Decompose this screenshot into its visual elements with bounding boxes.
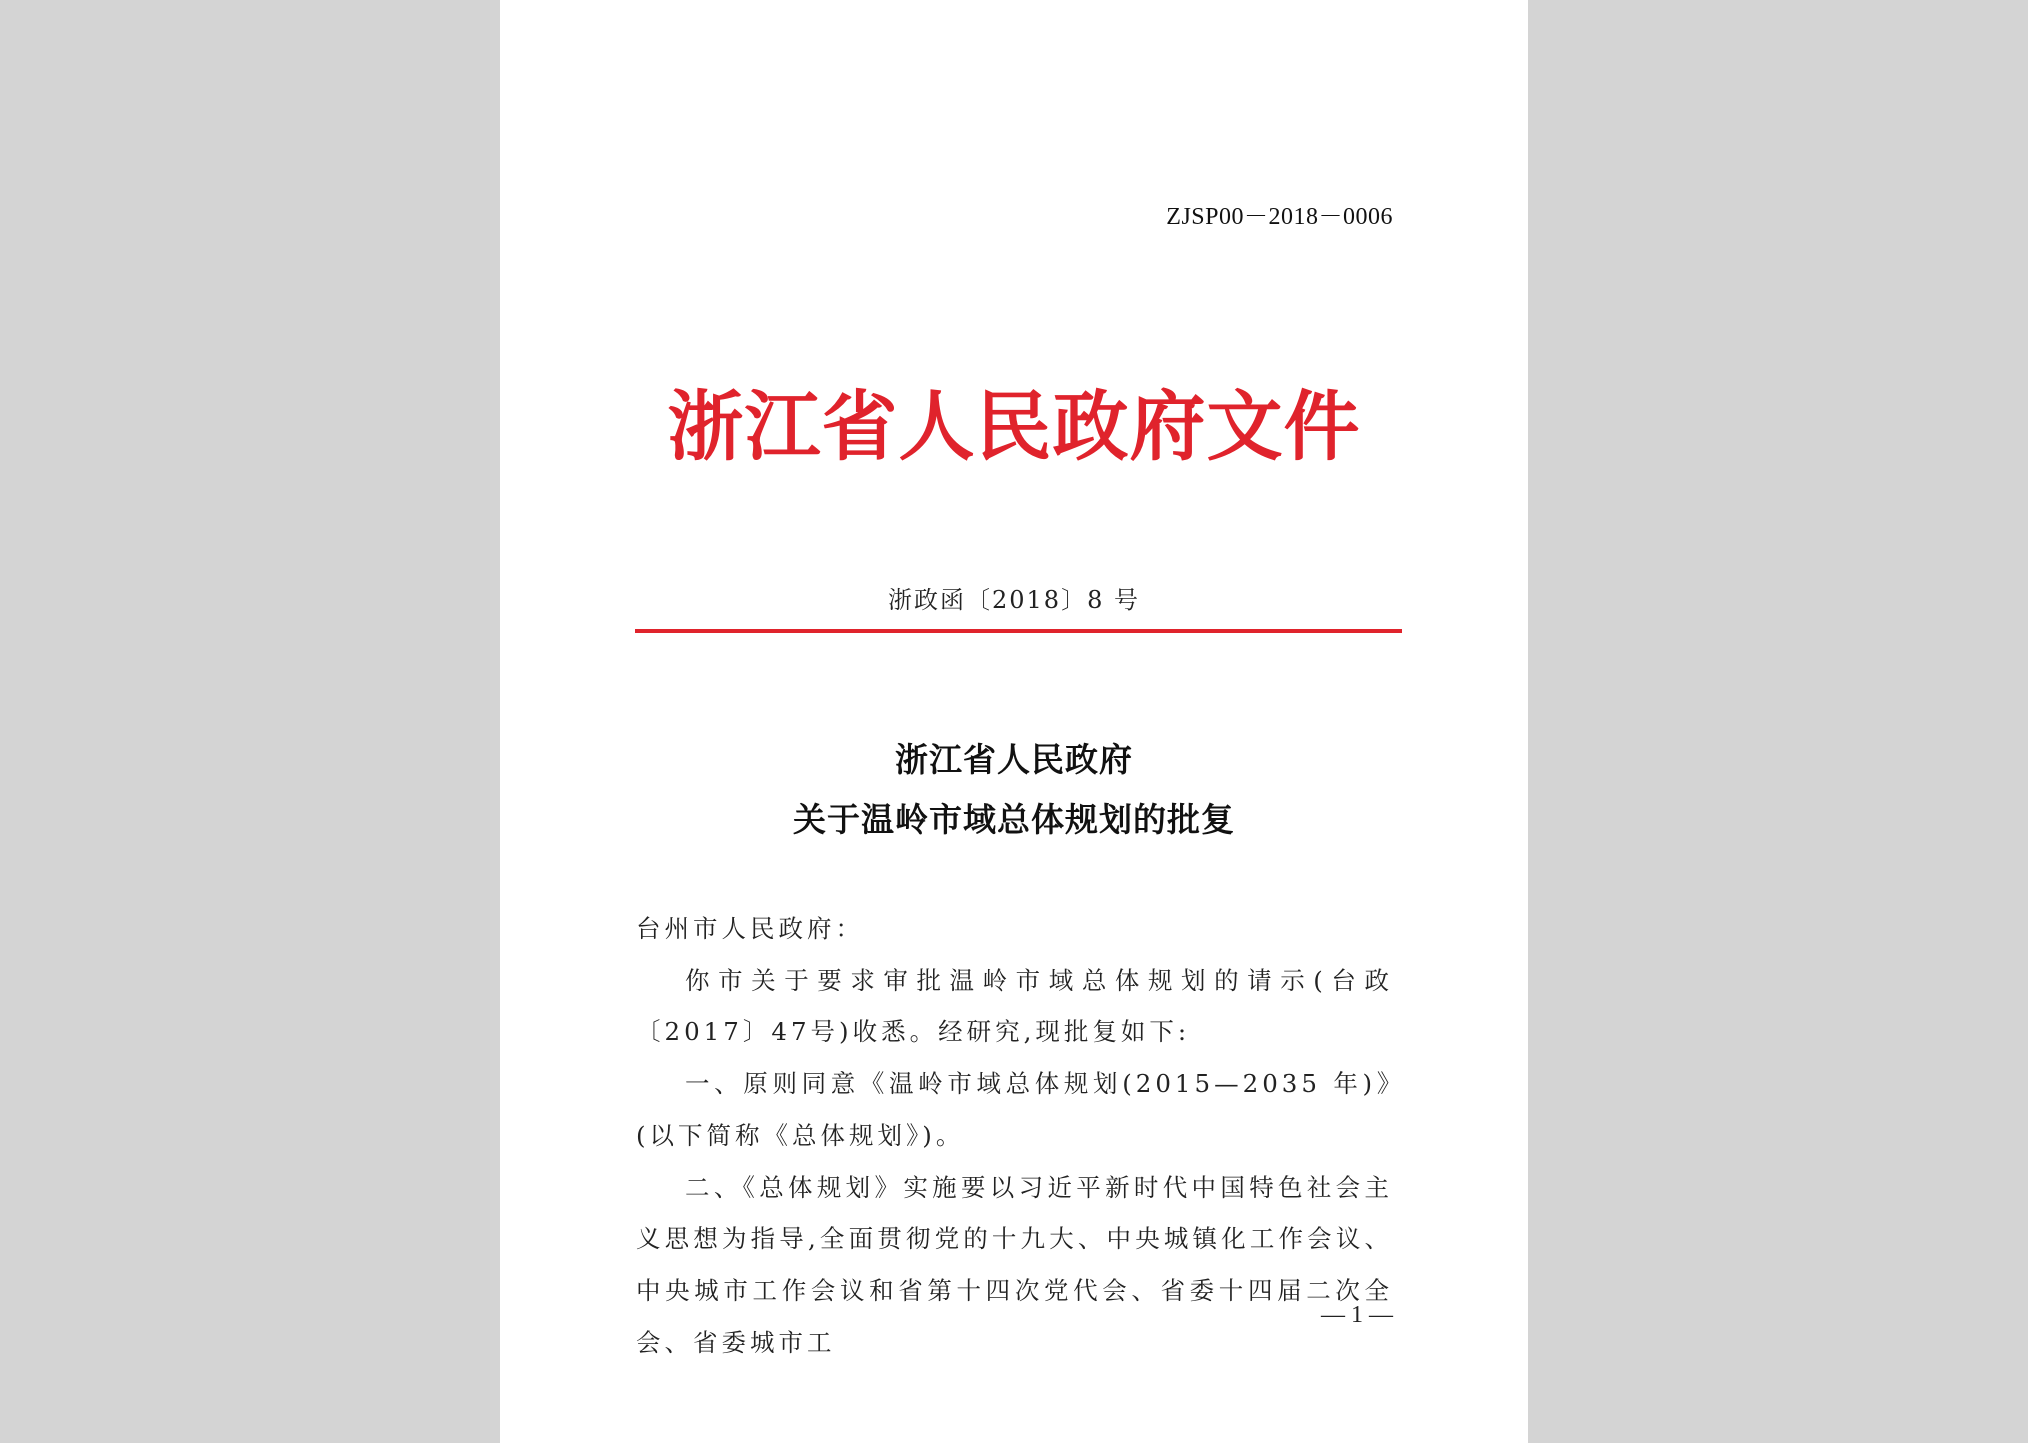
document-title-line-1: 浙江省人民政府 xyxy=(895,740,1133,779)
document-number: 浙政函〔2018〕8 号 xyxy=(888,586,1140,614)
red-divider-line xyxy=(635,629,1402,633)
body-paragraph: 二、《总体规划》实施要以习近平新时代中国特色社会主义思想为指导,全面贯彻党的十九大、中央城镇化工作会议、中央城市工作会议和省第十四次党代会、省委十四届二次全会、省委城市工 xyxy=(636,1172,1393,1357)
document-title-line-2: 关于温岭市域总体规划的批复 xyxy=(793,800,1235,839)
document-code: ZJSP00－2018－0006 xyxy=(1166,204,1393,230)
salutation: 台州市人民政府： xyxy=(636,914,864,943)
body-paragraph: 你市关于要求审批温岭市域总体规划的请示(台政〔2017〕47号)收悉。经研究,现批复如下: xyxy=(636,965,1393,1047)
page-number: — 1 — xyxy=(1321,1302,1393,1328)
masthead-title: 浙江省人民政府文件 xyxy=(667,382,1361,471)
body-paragraph: 一、原则同意《温岭市域总体规划(2015—2035 年)》(以下简称《总体规划》)。 xyxy=(636,1069,1393,1150)
document-body xyxy=(636,903,1393,1368)
document-page xyxy=(500,0,1528,1443)
